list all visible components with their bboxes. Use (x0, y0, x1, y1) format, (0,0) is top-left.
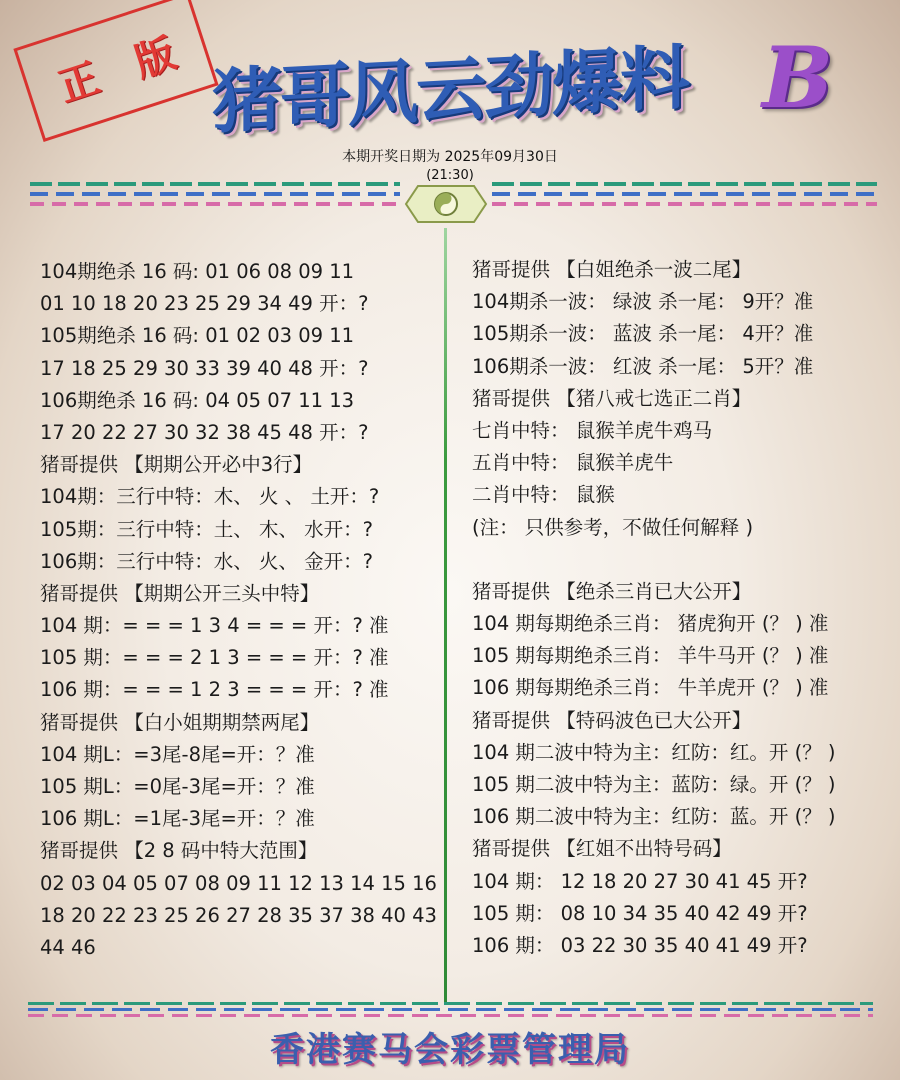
left-line: 105期绝杀 16 码: 01 02 03 09 11 (40, 324, 355, 348)
left-column (40, 256, 437, 964)
right-line: 104 期： 12 18 20 27 30 41 45 开? (472, 869, 808, 893)
section-heading: 猪哥提供 【特码波色已大公开】 (472, 708, 752, 732)
right-line: 104 期二波中特为主：红防：红。开 (？ ) (472, 740, 836, 764)
right-line: 106期杀一波： 红波 杀一尾： 5开？准 (472, 354, 814, 378)
section-heading: 猪哥提供 【红姐不出特号码】 (472, 837, 732, 861)
right-line: 五肖中特： 鼠猴羊虎牛 (472, 451, 674, 475)
authentic-stamp (13, 0, 218, 142)
left-line: 105期：三行中特：土、 木、 水开：? (40, 517, 373, 541)
left-line: 106 期：= = = 1 2 3 = = = 开：? 准 (40, 678, 389, 702)
left-line: 104 期L：=3尾-8尾=开：？准 (40, 742, 315, 766)
left-line: 02 03 04 05 07 08 09 11 12 13 14 15 16 (40, 871, 437, 895)
right-line: 104期杀一波： 绿波 杀一尾： 9开？准 (472, 290, 814, 314)
header-divider-left-1 (30, 182, 400, 186)
draw-date: 本期开奖日期为 2025年09月30日 (342, 149, 558, 165)
edition-badge: B (762, 28, 833, 127)
header-divider-right-2 (492, 192, 877, 196)
left-line: 105 期L：=0尾-3尾=开：？准 (40, 775, 315, 798)
footer-divider-3 (28, 1014, 873, 1017)
left-line: 104 期：= = = 1 3 4 = = = 开：? 准 (40, 614, 389, 638)
left-line: 44 46 (40, 935, 96, 959)
left-line: 17 18 25 29 30 33 39 40 48 开：? (40, 356, 369, 380)
section-heading: 猪哥提供 【绝杀三肖已大公开】 (472, 579, 752, 603)
stamp-char-1: 正 (52, 53, 106, 111)
page-title: 猪哥风云劲爆料 (212, 35, 688, 143)
bagua-emblem-icon (404, 182, 488, 226)
left-line: 17 20 22 27 30 32 38 45 48 开：? (40, 420, 369, 444)
section-heading: 猪哥提供 【2 8 码中特大范围】 (40, 839, 318, 863)
header-divider-left-3 (30, 202, 400, 206)
draw-time: (21:30) (426, 168, 474, 183)
section-heading: 猪哥提供 【期期公开必中3行】 (40, 453, 313, 477)
left-line: 105 期：= = = 2 1 3 = = = 开：? 准 (40, 646, 389, 670)
right-line: 105 期： 08 10 34 35 40 42 49 开? (472, 901, 808, 925)
right-line: 104 期每期绝杀三肖： 猪虎狗开 (？ ) 准 (472, 612, 829, 636)
section-heading: 猪哥提供 【期期公开三头中特】 (40, 581, 320, 605)
stamp-char-2: 版 (128, 28, 182, 87)
section-heading: 猪哥提供 【猪八戒七选正二肖】 (472, 386, 752, 410)
note-line: (注： 只供参考，不做任何解释 ) (472, 515, 754, 539)
right-line: 105 期每期绝杀三肖： 羊牛马开 (？ ) 准 (472, 644, 829, 668)
right-line: 105期杀一波： 蓝波 杀一尾： 4开？准 (472, 322, 814, 346)
right-line: 二肖中特： 鼠猴 (472, 483, 615, 507)
section-heading: 猪哥提供 【白小姐期期禁两尾】 (40, 710, 320, 734)
header-divider-left-2 (30, 192, 400, 196)
left-line: 01 10 18 20 23 25 29 34 49 开：? (40, 292, 369, 316)
right-line: 七肖中特： 鼠猴羊虎牛鸡马 (472, 418, 713, 442)
footer-divider-1 (28, 1002, 873, 1005)
header-divider-right-1 (492, 182, 877, 186)
header-divider-right-3 (492, 202, 877, 206)
right-column (472, 254, 836, 962)
left-line: 18 20 22 23 25 26 27 28 35 37 38 40 43 (40, 903, 437, 927)
left-line: 106期：三行中特：水、 火、 金开：? (40, 549, 373, 573)
right-line: 106 期二波中特为主：红防：蓝。开 (？ ) (472, 805, 836, 829)
footer-title: 香港赛马会彩票管理局 (270, 1030, 630, 1070)
left-line: 104期：三行中特：木、 火 、 土开：? (40, 485, 380, 509)
footer-divider-2 (28, 1008, 873, 1011)
column-divider (444, 228, 447, 1002)
right-line: 106 期： 03 22 30 35 40 41 49 开? (472, 933, 808, 957)
right-line: 106 期每期绝杀三肖： 牛羊虎开 (？ ) 准 (472, 676, 829, 700)
section-heading: 猪哥提供 【白姐绝杀一波二尾】 (472, 258, 752, 281)
spacer-line (472, 544, 836, 576)
left-line: 104期绝杀 16 码: 01 06 08 09 11 (40, 260, 355, 283)
left-line: 106 期L：=1尾-3尾=开：？准 (40, 807, 315, 831)
right-line: 105 期二波中特为主：蓝防：绿。开 (？ ) (472, 773, 836, 796)
left-line: 106期绝杀 16 码: 04 05 07 11 13 (40, 388, 355, 412)
